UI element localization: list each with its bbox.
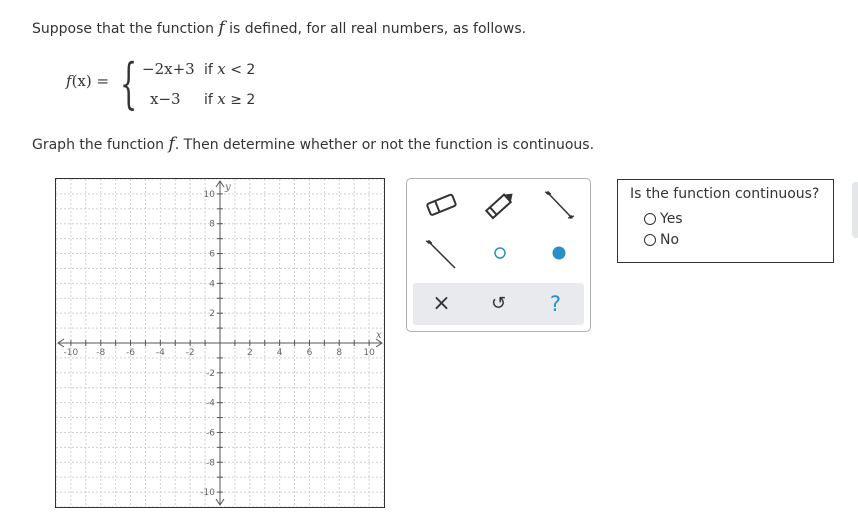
x-tick-label: 2 [246,348,253,358]
piecewise-brace: { [120,52,138,115]
piecewise-definition [66,52,286,115]
question-title: Is the function continuous? [630,186,820,202]
pencil-icon [482,190,518,220]
y-tick-label: 4 [209,279,215,290]
instruction-after: . Then determine whether or not the function is continuous. [174,137,595,153]
radio-yes[interactable] [644,213,656,225]
piece-1-var: x [217,60,226,78]
lhs-argument: (x) = [71,72,110,90]
side-panel-tab[interactable] [852,182,858,238]
piece-1-expression: −2x+3 [142,60,195,78]
prompt-before: Suppose that the function [32,21,219,37]
clear-button[interactable] [413,283,470,325]
function-symbol: f [218,18,225,38]
x-tick-label: -8 [96,348,106,358]
instruction-before: Graph the function [32,137,169,153]
y-tick-label: -10 [200,488,215,499]
eraser-icon [423,191,459,219]
graph-canvas[interactable] [55,178,385,508]
piecewise-row-2 [142,90,255,108]
option-yes[interactable] [644,211,683,227]
x-tick-label: -6 [126,348,136,358]
x-tick-label: 8 [336,348,343,358]
graph-toolbox [406,178,591,332]
option-yes-label: Yes [660,211,683,227]
piecewise-row-1 [142,60,255,78]
piece-2-if: if [204,92,218,108]
closed-point-tool[interactable] [537,233,581,273]
y-tick-label: -4 [206,398,215,409]
y-axis-label: y [225,182,231,193]
undo-button[interactable] [470,283,527,325]
piece-2-relation: ≥ 2 [225,92,256,108]
radio-no[interactable] [644,234,656,246]
undo-icon: ↺ [490,293,507,314]
graph-svg[interactable] [56,179,384,507]
y-tick-label: 8 [209,219,215,230]
piece-2-var: x [217,90,226,108]
piece-2-expression: x−3 [150,90,181,108]
x-tick-label: -2 [185,348,195,358]
piece-1-if: if [204,62,218,78]
toolbox-action-bar [413,283,584,325]
help-button[interactable] [527,283,584,325]
y-tick-label: -6 [206,428,215,439]
option-no[interactable] [644,232,679,248]
instruction-function-symbol: f [168,134,175,154]
segment-tool[interactable] [537,185,581,225]
eraser-tool[interactable] [419,185,463,225]
y-tick-label: -8 [206,458,215,469]
help-icon: ? [549,291,562,316]
continuity-question [617,179,834,263]
y-tick-label: 10 [203,189,215,200]
y-tick-label: 2 [209,309,215,320]
piece-1-relation: < 2 [225,62,256,78]
x-tick-label: -10 [63,348,79,358]
piece-2-condition [204,92,255,108]
piecewise-lhs [66,72,109,90]
close-icon: × [432,291,451,316]
open-point-icon [488,241,512,265]
x-tick-label: -4 [155,348,165,358]
ray-tool[interactable] [419,233,463,273]
problem-statement [32,18,526,38]
prompt-after: is defined, for all real numbers, as follows. [224,21,527,37]
ray-icon [423,235,459,271]
closed-point-icon [547,241,571,265]
x-axis-label: x [376,330,382,341]
lhs-function-symbol: f [66,72,72,90]
segment-icon [541,187,577,223]
x-tick-label: 6 [306,348,313,358]
piece-1-condition [204,62,255,78]
pencil-tool[interactable] [478,185,522,225]
open-point-tool[interactable] [478,233,522,273]
x-tick-label: 4 [276,348,283,358]
instruction-text [32,134,594,154]
y-tick-label: 6 [209,249,215,260]
x-tick-label: 10 [363,348,375,358]
option-no-label: No [660,232,680,248]
y-tick-label: -2 [206,368,215,379]
